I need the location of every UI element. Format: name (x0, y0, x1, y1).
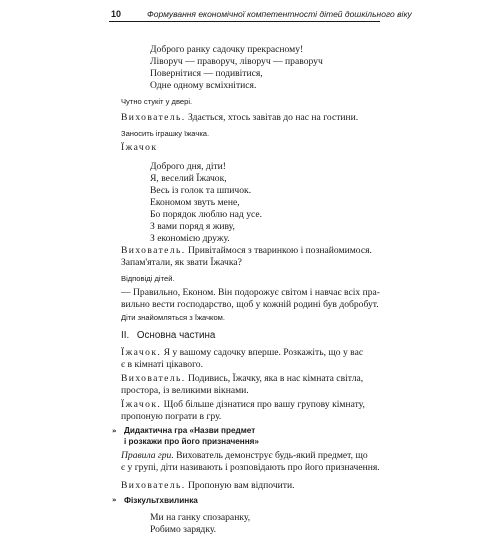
poem-hedgehog (150, 161, 262, 245)
dialogue-line (121, 245, 372, 257)
speaker-name: Їжачок. (121, 347, 162, 358)
rules-label: Правила гри. (121, 450, 174, 461)
page-continuation (0, 480, 480, 560)
dialogue-line: пропоную пограти в гру. (121, 411, 222, 422)
speaker-name: Їжачок. (121, 399, 162, 410)
game-title-line: і розкажи про його призначення» (124, 437, 259, 446)
poem-line: Доброго дня, діти! (150, 161, 227, 172)
poem-line: Ліворуч — праворуч, ліворуч — праворуч (150, 56, 323, 67)
double-arrow-icon: » (112, 427, 117, 435)
dialogue-line: простора, із великими вікнами. (121, 385, 249, 396)
speaker-name: Їжачок (121, 142, 158, 153)
dialogue-text: Пропоную вам відпочити. (188, 480, 295, 491)
dialogue-line (121, 480, 295, 492)
dialogue-line: Запам'ятали, як звати Їжачка? (121, 257, 242, 268)
poem-line: З вами поряд я живу, (150, 221, 235, 232)
stage-direction: Чутно стукіт у двері. (121, 97, 193, 106)
poem-line: Я, веселий Їжачок, (150, 173, 227, 184)
section-number: II. (121, 330, 130, 341)
dialogue-text: Щоб більше дізнатися про вашу групову кімнату, (163, 399, 365, 410)
dialogue-text: Привітаймося з тваринкою і познайомимося. (188, 245, 372, 256)
page-number: 10 (111, 9, 122, 19)
dialogue-text: Здається, хтось завітав до нас на гостини. (188, 112, 359, 123)
speaker-name: Вихователь. (121, 480, 186, 491)
stage-direction: Відповіді дітей. (121, 274, 175, 283)
poem-line: Весь із голок та шпичок. (150, 185, 252, 196)
dialogue-line (121, 399, 365, 411)
rules-line: є у групі, діти називають і розповідають про його призначення. (121, 462, 380, 473)
speaker-name: Вихователь. (121, 373, 186, 384)
stage-direction: Заносить іграшку їжачка. (121, 129, 210, 138)
answer-paragraph (121, 287, 380, 311)
section-title: Основна частина (136, 330, 216, 341)
fizkult-heading: Фізкультхвилинка (124, 496, 198, 505)
poem-line: Повернітися — подивітися, (150, 68, 263, 79)
poem-exercise (150, 512, 250, 536)
double-arrow-icon: » (112, 496, 117, 504)
answer-line: — Правильно, Економ. Він подорожує світом і навчає всіх пра- (121, 287, 381, 298)
rules-text: Вихователь демонструє будь-який предмет, що (176, 450, 368, 461)
poem-line: Ми на ганку спозаранку, (150, 512, 251, 523)
dialogue-text: Подивись, Їжачку, яка в нас кімната світла, (188, 373, 364, 384)
dialogue-paragraph (121, 399, 365, 423)
poem-line: З економією дружу. (150, 233, 230, 244)
running-title: Формування економічної компетентності дітей дошкільного віку (147, 9, 412, 19)
poem-line: Економом звуть мене, (150, 197, 240, 208)
poem-line: Робимо зарядку. (150, 524, 217, 535)
answer-line: вильно вести господарство, щоб у кожній родині був добробут. (121, 299, 379, 310)
dialogue-text: Я у вашому садочку вперше. Розкажіть, що у вас (163, 347, 364, 358)
section-heading (121, 330, 215, 341)
dialogue-paragraph (121, 373, 363, 397)
dialogue-line (121, 112, 358, 124)
speaker-name: Вихователь. (121, 245, 186, 256)
header-rule (109, 21, 380, 22)
poem-line: Бо порядок люблю над усе. (150, 209, 263, 220)
game-title-line: Дидактична гра «Назви предмет (124, 426, 256, 435)
dialogue-paragraph (121, 245, 372, 269)
speaker-name: Вихователь. (121, 112, 186, 123)
poem-line: Доброго ранку садочку прекрасному! (150, 44, 304, 55)
stage-direction: Діти знайомляться з Їжачком. (121, 313, 225, 322)
rules-line (121, 450, 368, 462)
dialogue-paragraph (121, 347, 363, 371)
dialogue-line (121, 373, 363, 385)
dialogue-line: є в кімнаті цікавого. (121, 359, 203, 370)
rules-paragraph (121, 450, 368, 462)
poem-line: Одне одному всміхнітися. (150, 80, 257, 91)
game-heading (124, 425, 259, 447)
poem-greeting (150, 44, 323, 92)
dialogue-line (121, 347, 363, 359)
